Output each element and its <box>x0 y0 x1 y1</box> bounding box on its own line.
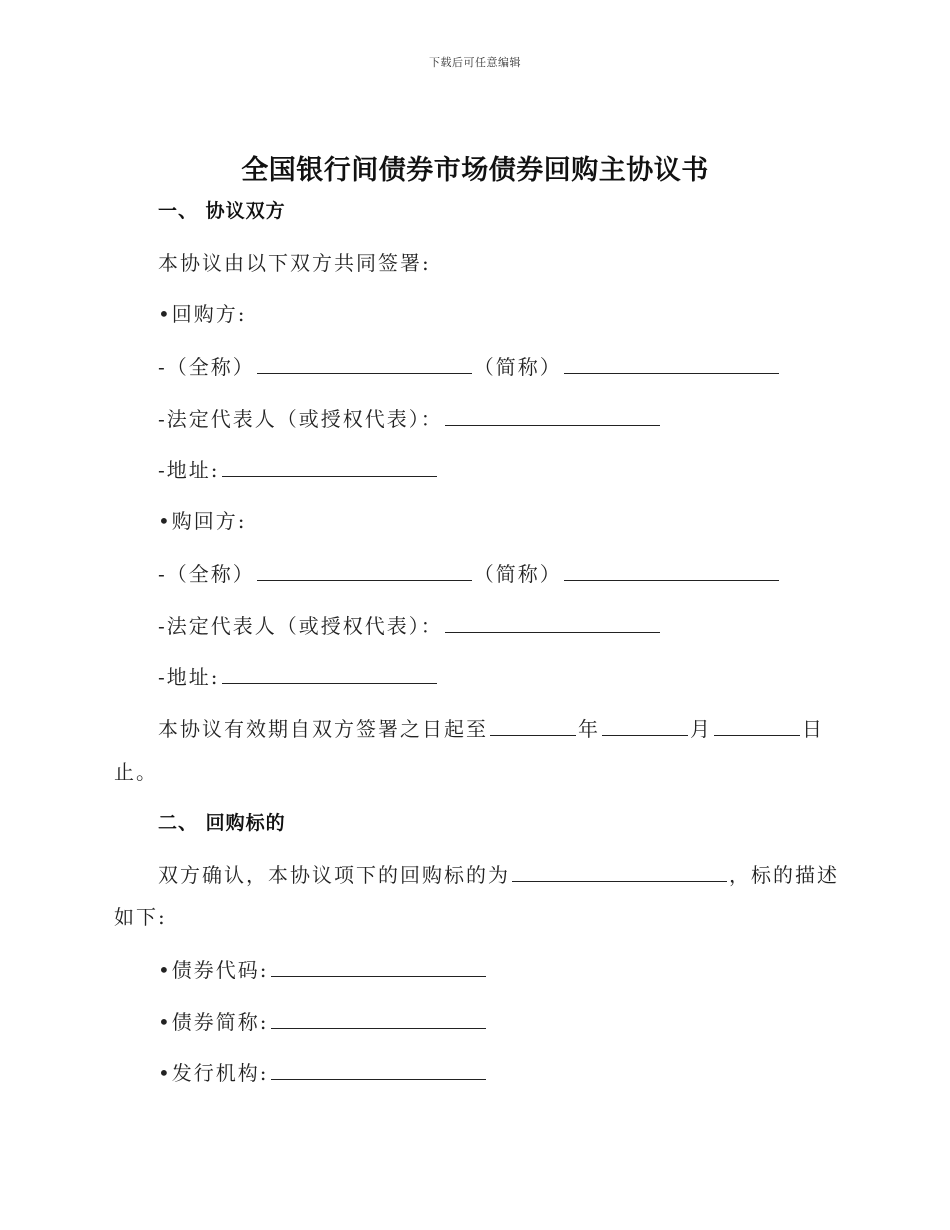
bond-shortname-blank[interactable] <box>271 1008 486 1029</box>
fullname-label: -（全称） <box>158 355 255 379</box>
reverse-address-blank[interactable] <box>222 663 437 684</box>
validity-year-label: 年 <box>578 717 600 741</box>
document-title: 全国银行间债券市场债券回购主协议书 <box>241 155 709 186</box>
reverse-shortname-blank[interactable] <box>564 560 779 581</box>
bond-code-row <box>158 956 488 983</box>
repo-address-blank[interactable] <box>222 456 437 477</box>
repo-party-rep-row <box>158 405 662 432</box>
issuer-blank[interactable] <box>271 1059 486 1080</box>
confirm-prefix: 双方确认，本协议项下的回购标的为 <box>158 863 510 887</box>
intro-text: 本协议由以下双方共同签署: <box>158 251 431 275</box>
shortname-label: （简称） <box>473 355 562 379</box>
validity-prefix: 本协议有效期自双方签署之日起至 <box>158 717 488 741</box>
validity-row <box>158 715 824 742</box>
issuer-row <box>158 1059 488 1086</box>
validity-day-label: 日 <box>802 717 824 741</box>
bond-code-blank[interactable] <box>271 956 486 977</box>
confirm-end: 如下: <box>114 905 167 929</box>
fullname-label: -（全称） <box>158 562 255 586</box>
header-note: 下载后可任意编辑 <box>429 56 521 69</box>
validity-day-blank[interactable] <box>714 715 800 736</box>
repo-shortname-blank[interactable] <box>564 353 779 374</box>
shortname-label: （简称） <box>473 562 562 586</box>
bond-shortname-row <box>158 1008 488 1035</box>
confirm-row <box>158 861 839 888</box>
validity-month-blank[interactable] <box>602 715 688 736</box>
validity-end: 止。 <box>114 760 158 784</box>
section-heading-subject: 二、 回购标的 <box>158 812 286 834</box>
repo-rep-blank[interactable] <box>445 405 660 426</box>
confirm-suffix: ，标的描述 <box>729 863 839 887</box>
validity-year-blank[interactable] <box>490 715 576 736</box>
reverse-party-address-row <box>158 663 439 690</box>
rep-label: -法定代表人（或授权代表）： <box>158 614 443 638</box>
repo-party-address-row <box>158 456 439 483</box>
bond-code-label: •债券代码: <box>158 958 269 982</box>
rep-label: -法定代表人（或授权代表）： <box>158 407 443 431</box>
section-heading-parties: 一、 协议双方 <box>158 200 286 222</box>
subject-blank[interactable] <box>512 861 727 882</box>
bond-shortname-label: •债券简称: <box>158 1010 269 1034</box>
reverse-rep-blank[interactable] <box>445 612 660 633</box>
reverse-party-rep-row <box>158 612 662 639</box>
validity-month-label: 月 <box>690 717 712 741</box>
address-label: -地址: <box>158 458 220 482</box>
reverse-fullname-blank[interactable] <box>257 560 472 581</box>
address-label: -地址: <box>158 665 220 689</box>
repo-party-label: •回购方: <box>158 302 247 326</box>
reverse-party-name-row <box>158 560 781 587</box>
issuer-label: •发行机构: <box>158 1061 269 1085</box>
reverse-party-label: •购回方: <box>158 509 247 533</box>
repo-fullname-blank[interactable] <box>257 353 472 374</box>
repo-party-name-row <box>158 353 781 380</box>
